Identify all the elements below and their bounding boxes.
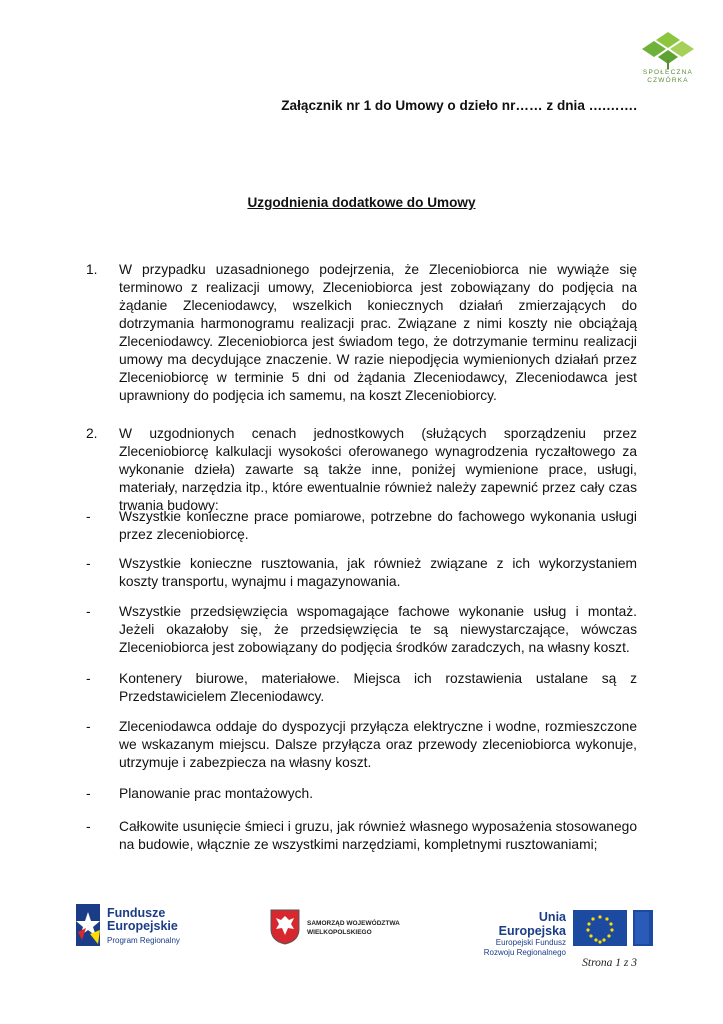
list-item <box>86 603 637 657</box>
list-item <box>86 818 637 854</box>
item-marker: 2. <box>86 426 98 441</box>
item-text: Wszystkie przedsięwzięcia wspomagające fachowe wykonanie usług i montaż. Jeżeli okazałoby się, że przedsięwzięcia te są niewystarczające, wówczas Zleceniobiorca jest zobowiązany do podjęcia środków zaradczych, na własny koszt. <box>119 604 637 655</box>
item-text: Planowanie prac montażowych. <box>119 786 314 801</box>
item-marker: - <box>86 719 91 734</box>
item-marker: - <box>86 556 91 571</box>
item-text: W przypadku uzasadnionego podejrzenia, że Zleceniobiorca nie wywiąże się terminowo z realizacji umowy, Zleceniobiorca jest zobowiązany do podjęcia na żądanie Zleceniodawcy, wszelkich koniecznych działań zmierzających do dotrzymania harmonogramu realizacji prac. Związane z nimi koszty nie obciążają Zleceniodawcy. Zleceniobiorca jest świadom tego, że dotrzymanie terminu realizacji umowy ma decydujące znaczenie. W razie niepodjęcia wymienionych działań przez Zleceniobiorcę w terminie 5 dni od żądania Zleceniodawcy, Zleceniodawca jest uprawniony do podjęcia ich samemu, na koszt Zleceniobiorcy. <box>119 262 637 403</box>
ue-line1: Unia Europejska <box>498 910 566 938</box>
item-marker: - <box>86 786 91 801</box>
fe-line1: Fundusze <box>107 906 166 920</box>
item-marker: - <box>86 604 91 619</box>
eu-flag-icon <box>573 910 655 948</box>
wlkp-line1: SAMORZĄD WOJEWÓDZTWA <box>307 920 400 927</box>
eagle-shield-icon <box>270 909 300 945</box>
fe-star-icon <box>76 904 104 946</box>
logo-caption-line2: CZWÓRKA <box>647 77 689 84</box>
logo-caption-line1: SPOŁECZNA <box>642 69 694 76</box>
list-item <box>86 261 637 405</box>
logo-caption <box>640 69 696 85</box>
item-text: Wszystkie konieczne prace pomiarowe, potrzebne do fachowego wykonania usługi przez zleceniobiorcę. <box>119 509 637 542</box>
item-text: W uzgodnionych cenach jednostkowych (służących sporządzeniu przez Zleceniobiorcę kalkulacji wysokości oferowanego wynagrodzenia ryczałtowego za wykonanie dzieła) zawarte są także inne, poniżej wymienione prace, usługi, materiały, narzędzia itp., które ewentualnie również należy zapewnić przez cały czas trwania budowy: <box>119 426 637 513</box>
item-text: Zleceniodawca oddaje do dyspozycji przyłącza elektryczne i wodne, rozmieszczone we wskazanym miejscu. Dalsze przyłącza oraz przewody zleceniobiorca wykonuje, utrzymuje i zabezpiecza na własny koszt. <box>119 719 637 770</box>
item-marker: 1. <box>86 262 98 277</box>
ue-line3: Rozwoju Regionalnego <box>483 948 566 957</box>
wlkp-line2: WIELKOPOLSKIEGO <box>307 929 372 936</box>
item-marker: - <box>86 819 91 834</box>
footer-logos <box>0 904 723 957</box>
item-text: Całkowite usunięcie śmieci i gruzu, jak również własnego wyposażenia stosowanego na budowie, włącznie ze wszystkimi narzędziami, kompletnymi rusztowaniami; <box>119 819 637 852</box>
unia-europejska-logo <box>474 908 659 957</box>
page-number: Strona 1 z 3 <box>582 957 637 969</box>
list-item <box>86 670 637 706</box>
item-text: Wszystkie konieczne rusztowania, jak również związane z ich wykorzystaniem koszty transportu, wynajmu i magazynowania. <box>119 556 637 589</box>
list-item <box>86 508 637 544</box>
annex-header: Załącznik nr 1 do Umowy o dzieło nr…… z dnia ….……. <box>281 98 637 113</box>
wielkopolska-logo <box>270 909 400 949</box>
fundusze-europejskie-logo <box>76 904 191 948</box>
fe-line2: Europejskie <box>107 919 178 933</box>
list-item <box>86 785 637 803</box>
list-item <box>86 718 637 772</box>
item-text: Kontenery biurowe, materiałowe. Miejsca ich rozstawienia ustalane są z Przedstawicielem Zleceniodawcy. <box>119 671 637 704</box>
fe-line3: Program Regionalny <box>107 936 180 945</box>
item-marker: - <box>86 509 91 524</box>
leaf-logo-icon <box>640 30 696 70</box>
ue-line2: Europejski Fundusz <box>495 938 566 947</box>
list-item <box>86 555 637 591</box>
list-item <box>86 425 637 515</box>
item-marker: - <box>86 671 91 686</box>
document-title: Uzgodnienia dodatkowe do Umowy <box>247 195 476 210</box>
